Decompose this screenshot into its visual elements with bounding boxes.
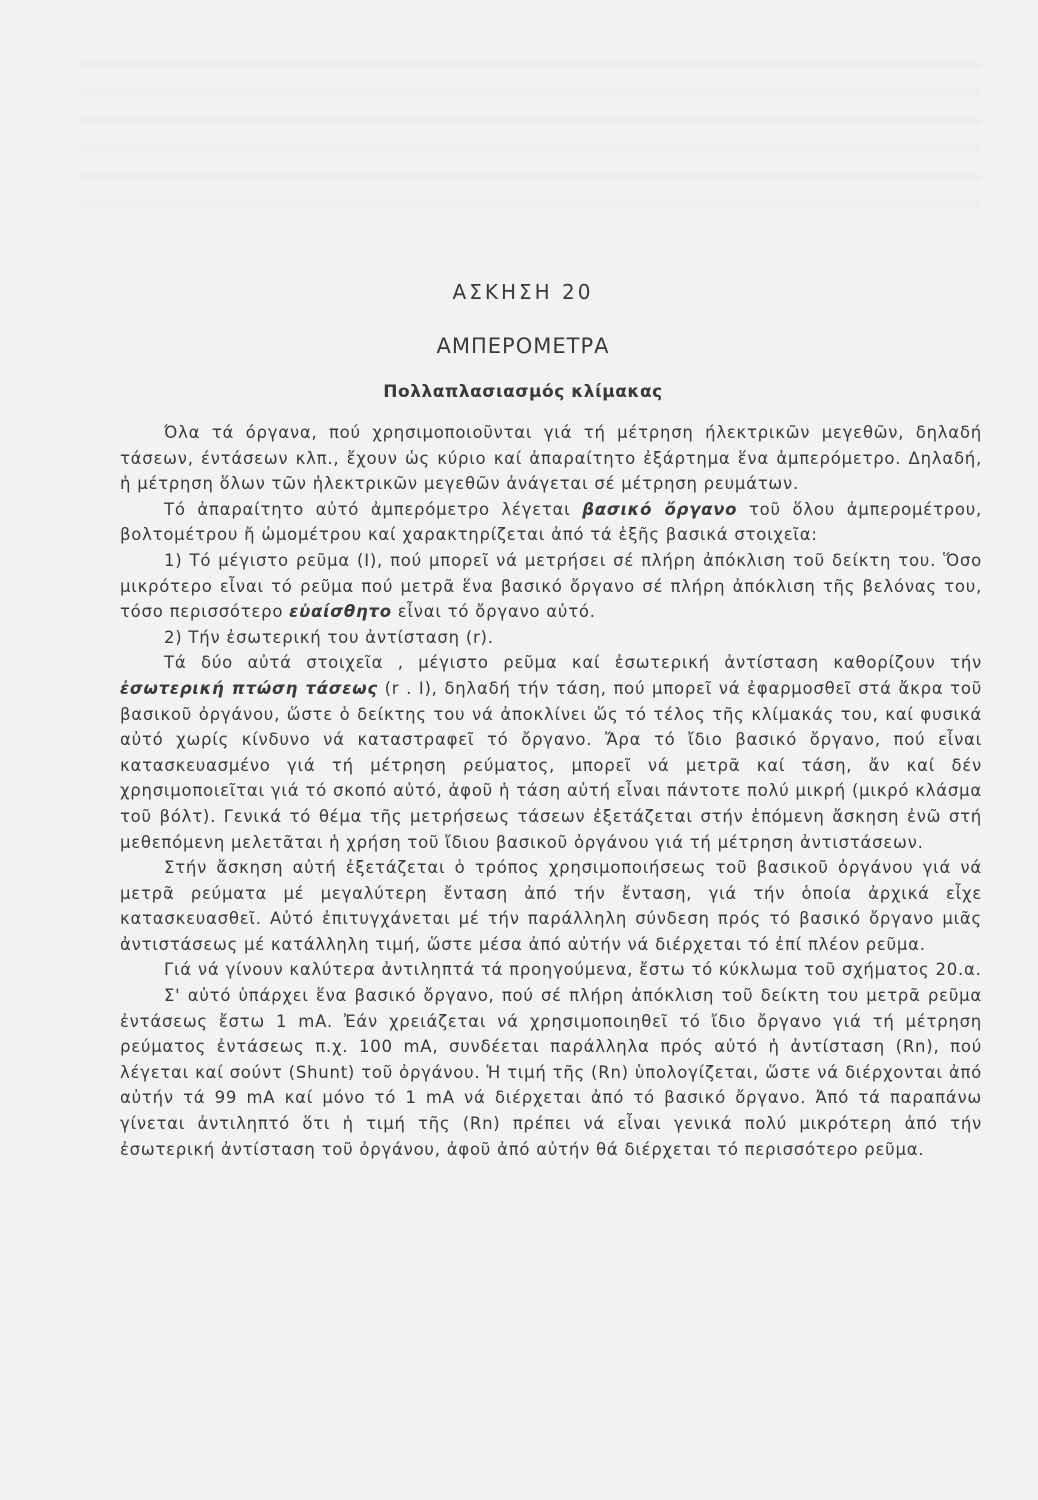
paragraph-1: Όλα τά όργανα, πού χρησιμοποιοῦνται γιά τή μέτρηση ήλεκτρικῶν μεγεθῶν, δηλαδή τάσεων, έντάσεων κλπ., ἔχουν ὡς κύριο καί ἀπαραίτητο ἐξάρτημα ἕνα ἀμπερόμετρο. Δηλαδή, ἡ μέτρηση ὅλων τῶν ἠλεκτρικῶν μεγεθῶν ἀνάγεται σέ μέτρηση ρευμάτων. <box>120 423 982 494</box>
term-sensitive: εὐαίσθητο <box>289 602 392 622</box>
paragraph-2-start: Τό ἀπαραίτητο αὐτό ἀμπερόμετρο λέγεται <box>164 499 583 519</box>
chapter-title: ΑΜΠΕΡΟΜΕΤΡΑ <box>436 334 610 358</box>
term-basic-instrument: βασικό ὄργανο <box>582 499 738 519</box>
paragraph-6: Σ' αὐτό ὑπάρχει ἕνα βασικό ὄργανο, πού σέ πλήρη ἀπόκλιση τοῦ δείκτη του μετρᾶ ρεῦμα ἐντάσεως ἔστω 1 mA. Ἐάν χρειάζεται νά χρησιμοποιηθεῖ τό ἴδιο ὄργανο γιά τή μέτρηση ρεύματος ἐντάσεως π.χ. 100 mA, συνδέεται παράλληλα πρός αὐτό ἡ ἀντίσταση (Rn), πού λέγεται καί σούντ (Shunt) τοῦ ὀργάνου. Ἡ τιμή τῆς (Rn) ὑπολογίζεται, ὥστε νά διέρχονται ἀπό αὐτήν τά 99 mA καί μόνο τό 1 mA νά διέρχεται ἀπό τό βασικό ὄργανο. Ἀπό τά παραπάνω γίνεται ἀντιληπτό ὅτι ἡ τιμή τῆς (Rn) πρέπει νά εἶναι γενικά πολύ μικρότερη ἀπό τήν ἐσωτερική ἀντίσταση τοῦ ὀργάνου, ἀφοῦ ἀπό αὐτήν θά διέρχεται τό περισσότερο ρεῦμα. <box>120 986 982 1159</box>
paragraph-2-end: τοῦ ὅλου ἀμπερομέτρου, βολτομέτρου ἤ ὠμομέτρου καί χαρακτηρίζεται ἀπό τά ἑξῆς βασικά στοιχεῖα: <box>120 499 982 545</box>
list-item-1 <box>120 548 982 625</box>
section-subtitle: Πολλαπλασιασμός κλίμακας <box>383 382 663 402</box>
paragraph-3 <box>120 650 982 855</box>
list-item-2: 2) Τήν ἐσωτερική του ἀντίσταση (r). <box>164 627 494 647</box>
term-internal-voltage-drop: ἐσωτερική πτώση τάσεως <box>120 678 378 698</box>
paragraph-3-end: (r . I), δηλαδή τήν τάση, πού μπορεῖ νά ἐφαρμοσθεῖ στά ἄκρα τοῦ βασικοῦ ὀργάνου, ὥστε ὁ δείκτης του νά ἀποκλίνει ὥς τό τέλος τῆς κλίμακάς του, καί φυσικά αὐτό χωρίς κίνδυνο νά καταστραφεῖ τό ὄργανο. Ἄρα τό ἴδιο βασικό ὄργανο, πού εἶναι κατασκευασμένο γιά τή μέτρηση ρεύματος, μπορεῖ νά μετρᾶ καί τάση, ἄν καί δέν χρησιμοποιεῖται γιά τό σκοπό αὐτό, ἀφοῦ ἡ τάση αὐτή εἶναι πάντοτε πολύ μικρή (μικρό κλάσμα τοῦ βόλτ). Γενικά τό θέμα τῆς μετρήσεως τάσεων ἐξετάζεται στήν ἑπόμενη ἄσκηση ἐνῶ στή μεθεπόμενη μελετᾶται ἡ χρήση τοῦ ἴδιου βασικοῦ ὀργάνου γιά τή μέτρηση ἀντιστάσεων. <box>120 678 982 852</box>
exercise-number: ΑΣΚΗΣΗ 20 <box>452 280 594 304</box>
body-text <box>120 420 982 1162</box>
list-item-1-start: 1) Τό μέγιστο ρεῦμα (I), πού μπορεῖ νά μετρήσει σέ πλήρη ἀπόκλιση τοῦ δείκτη του. Ὅσο μικρότερο εἶναι τό ρεῦμα πού μετρᾶ ἕνα βασικό ὄργανο σέ πλήρη ἀπόκλιση τῆς βελόνας του, τόσο περισσότερο <box>120 550 982 622</box>
page-content <box>120 280 982 1162</box>
paragraph-4: Στήν ἄσκηση αὐτή ἐξετάζεται ὁ τρόπος χρησιμοποιήσεως τοῦ βασικοῦ ὀργάνου γιά νά μετρᾶ ρεύματα μέ μεγαλύτερη ἔνταση ἀπό τήν ἔνταση, γιά τήν ὁποία ἀρχικά εἶχε κατασκευασθεῖ. Αὐτό ἐπιτυγχάνεται μέ τήν παράλληλη σύνδεση πρός τό βασικό ὄργανο μιᾶς ἀντιστάσεως μέ κατάλληλη τιμή, ὥστε μέσα ἀπό αὐτήν νά διέρχεται τό ἐπί πλέον ρεῦμα. <box>120 858 982 954</box>
list-item-1-end: εἶναι τό ὄργανο αὐτό. <box>391 602 596 622</box>
paragraph-2 <box>120 497 982 548</box>
paragraph-3-start: Τά δύο αὐτά στοιχεῖα , μέγιστο ρεῦμα καί ἐσωτερική ἀντίσταση καθορίζουν τήν <box>164 653 982 673</box>
paragraph-5: Γιά νά γίνουν καλύτερα ἀντιληπτά τά προηγούμενα, ἔστω τό κύκλωμα τοῦ σχήματος 20.α. <box>164 960 982 980</box>
bleed-through-text <box>80 40 980 220</box>
